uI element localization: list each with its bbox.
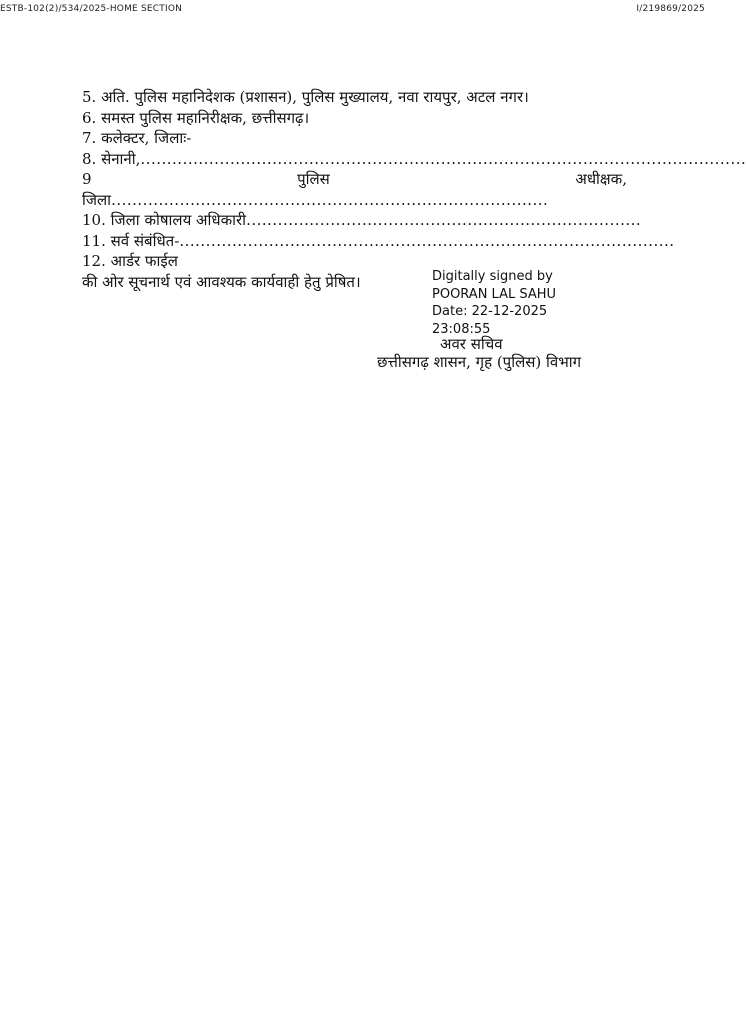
signature-time: 23:08:55 xyxy=(432,321,491,337)
distribution-item-9-district xyxy=(82,190,627,211)
distribution-item-10-blank: ........................................................................... xyxy=(246,211,642,229)
distribution-item-11 xyxy=(82,231,675,252)
forwarding-note: की ओर सूचनार्थ एवं आवश्यक कार्यवाही हेतु प्रेषित। xyxy=(82,272,361,291)
distribution-item-9-word: पुलिस xyxy=(297,170,330,188)
distribution-item-9-title: अधीक्षक, xyxy=(575,170,627,188)
document-inward-number: I/219869/2025 xyxy=(636,4,705,14)
distribution-item-8-label: 8. सेनानी, xyxy=(82,149,141,168)
distribution-list xyxy=(82,87,746,292)
distribution-item-6: 6. समस्त पुलिस महानिरीक्षक, छत्तीसगढ़। xyxy=(82,108,310,127)
digital-signature-block xyxy=(432,268,556,338)
distribution-item-9-number: 9 xyxy=(82,170,92,188)
distribution-item-9 xyxy=(82,169,627,190)
document-reference-number: ESTB-102(2)/534/2025-HOME SECTION xyxy=(0,4,183,14)
distribution-item-11-label: 11. सर्व संबंधित- xyxy=(82,231,180,250)
distribution-item-10-label: 10. जिला कोषालय अधिकारी xyxy=(82,211,247,229)
distribution-item-12: 12. आर्डर फाईल xyxy=(82,252,178,270)
signer-name: POORAN LAL SAHU xyxy=(432,286,557,302)
signatory-department: छत्तीसगढ़ शासन, गृह (पुलिस) विभाग xyxy=(377,353,582,371)
distribution-item-9-district-label: जिला xyxy=(82,190,112,209)
distribution-item-7: 7. कलेक्टर, जिलाः- xyxy=(82,129,192,147)
distribution-item-9-district-blank: ................................................................................... xyxy=(111,190,549,209)
distribution-item-10 xyxy=(82,210,642,231)
distribution-item-5: 5. अति. पुलिस महानिदेशक (प्रशासन), पुलिस मुख्यालय, नवा रायपुर, अटल नगर। xyxy=(82,88,529,106)
distribution-item-8-blank: ................................................................................................................... xyxy=(140,149,746,168)
signature-date: Date: 22-12-2025 xyxy=(432,304,548,319)
distribution-item-11-blank: .............................................................................................. xyxy=(179,231,675,250)
signature-label: Digitally signed by xyxy=(432,269,553,284)
distribution-item-8 xyxy=(82,149,746,170)
signatory-designation: अवर सचिव xyxy=(440,335,503,353)
